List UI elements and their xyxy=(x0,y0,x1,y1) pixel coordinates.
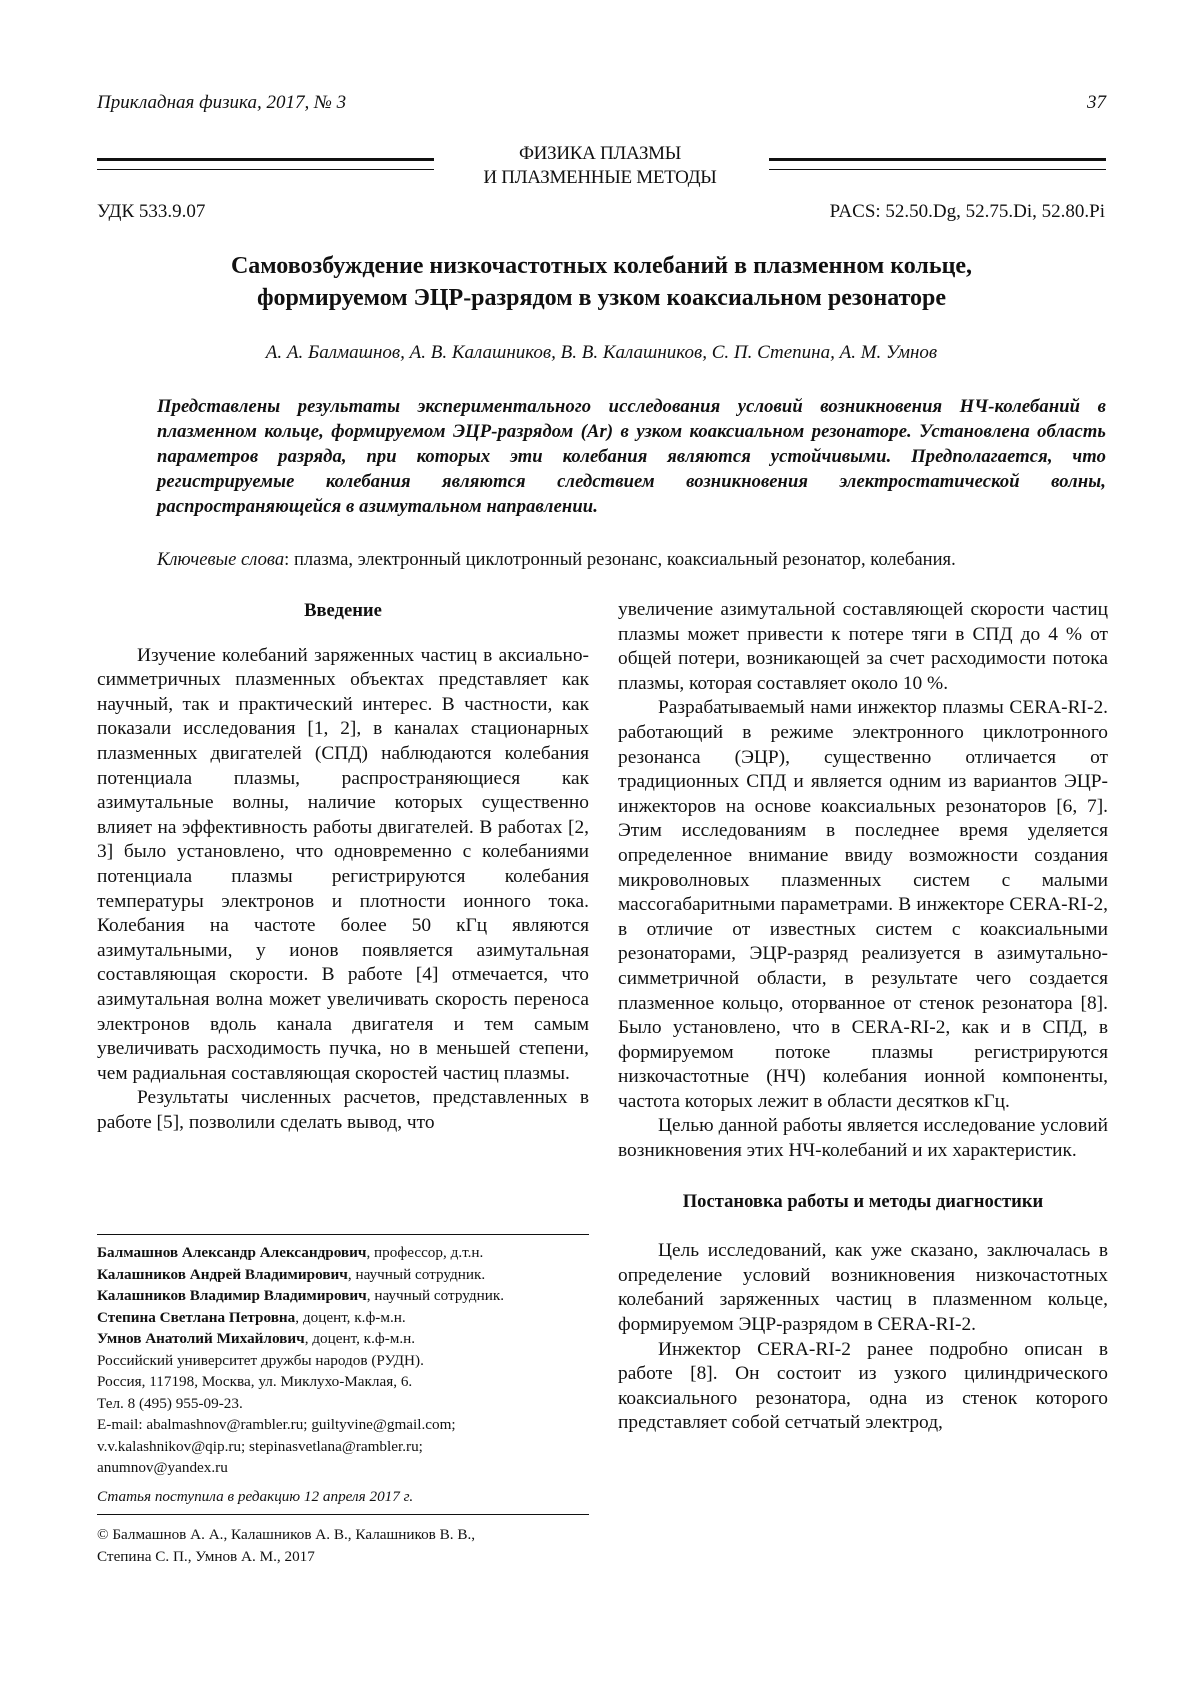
email-line: E-mail: abalmashnov@rambler.ru; guiltyvine@gmail.com; xyxy=(97,1416,456,1433)
footnote-author xyxy=(97,1285,589,1307)
paragraph: Целью данной работы является исследование условий возникновения этих НЧ-колебаний и их характеристик. xyxy=(618,1115,1108,1162)
paragraph: Инжектор CERA-RI-2 ранее подробно описан в работе [8]. Он состоит из узкого цилиндрического коаксиального резонатора, одна из стенок которого представляет собой сетчатый электрод, xyxy=(618,1338,1108,1434)
article-title-line1: Самовозбуждение низкочастотных колебаний в плазменном кольце, xyxy=(230,253,973,279)
copyright-line2: Степина С. П., Умнов А. М., 2017 xyxy=(97,1547,315,1565)
footnote-author xyxy=(97,1264,589,1286)
address: Россия, 117198, Москва, ул. Миклухо-Маклая, 6. xyxy=(97,1373,413,1390)
author-info: , доцент, к.ф-м.н. xyxy=(304,1330,416,1347)
pacs-codes: PACS: 52.50.Dg, 52.75.Di, 52.80.Pi xyxy=(829,201,1105,222)
email-line: anumnov@yandex.ru xyxy=(97,1459,228,1476)
author-name: Балмашнов Александр Александрович xyxy=(97,1244,367,1261)
paragraph: Результаты численных расчетов, представленных в работе [5], позволили сделать вывод, что xyxy=(97,1087,589,1133)
footnote-divider xyxy=(97,1234,589,1235)
author-info: , профессор, д.т.н. xyxy=(366,1244,484,1261)
section-title-line2: И ПЛАЗМЕННЫЕ МЕТОДЫ xyxy=(483,167,717,188)
copyright-divider xyxy=(97,1514,589,1515)
footnote-author xyxy=(97,1307,589,1329)
introduction-heading: Введение xyxy=(304,600,382,621)
author-footnote xyxy=(97,1242,589,1479)
author-name: Степина Светлана Петровна xyxy=(97,1308,296,1326)
section-title xyxy=(440,142,760,190)
journal-citation: Прикладная физика, 2017, № 3 xyxy=(97,92,347,113)
paragraph: Изучение колебаний заряженных частиц в аксиально-симметричных плазменных объектах представляет как научный, так и практический интерес. В частности, как показали исследования [1, 2], в каналах стационарных плазменных двигателей (СПД) наблюдаются колебания потенциала плазмы, распространяющиеся как азимутальные волны, наличие которых существенно влияет на эффективность работы двигателей. В работах [2, 3] было установлено, что одновременно с колебаниями потенциала плазмы регистрируются колебания температуры электронов и плотности ионного тока. Колебания на частоте более 50 кГц являются азимутальными, у ионов появляется азимутальная составляющая скорости. В работе [4] отмечается, что азимутальная волна может увеличивать скорость переноса электронов вдоль канала двигателя и тем самым увеличивать расходимость пучка, но в меньшей степени, чем радиальная составляющая скоростей частиц плазмы. xyxy=(97,644,589,1084)
author-info: , научный сотрудник. xyxy=(366,1287,505,1304)
email-line: v.v.kalashnikov@qip.ru; stepinasvetlana@rambler.ru; xyxy=(97,1437,423,1455)
udc-code: УДК 533.9.07 xyxy=(97,201,206,222)
author-name: Калашников Владимир Владимирович xyxy=(97,1287,367,1304)
copyright-line1: © Балмашнов А. А., Калашников А. В., Калашников В. В., xyxy=(97,1526,476,1543)
received-date: Статья поступила в редакцию 12 апреля 2017 г. xyxy=(97,1488,414,1505)
affiliation: Российский университет дружбы народов (РУДН). xyxy=(97,1351,424,1369)
article-title-line2: формируемом ЭЦР-разрядом в узком коаксиальном резонаторе xyxy=(256,285,947,311)
section-title-line1: ФИЗИКА ПЛАЗМЫ xyxy=(518,143,682,164)
phone: Тел. 8 (495) 955-09-23. xyxy=(97,1394,243,1412)
left-column xyxy=(97,599,589,1135)
page-number: 37 xyxy=(1087,92,1106,113)
copyright xyxy=(97,1524,589,1567)
keywords-label: Ключевые слова xyxy=(157,549,285,570)
author-info: , научный сотрудник. xyxy=(347,1265,486,1283)
abstract: Представлены результаты экспериментального исследования условий возникновения НЧ-колебаний в плазменном кольце, формируемом ЭЦР-разрядом (Ar) в узком коаксиальном резонаторе. Установлена область параметров разряда, при которых эти колебания являются устойчивыми. Предполагается, что регистрируемые колебания являются следствием возникновения электростатической волны, распространяющейся в азимутальном направлении. xyxy=(157,396,1106,517)
author-name: Умнов Анатолий Михайлович xyxy=(97,1330,305,1347)
paragraph: Цель исследований, как уже сказано, заключалась в определение условий возникновения низкочастотных колебаний заряженных частиц в плазменном кольце, формируемом ЭЦР-разрядом в CERA-RI-2. xyxy=(618,1240,1108,1336)
methods-heading: Постановка работы и методы диагностики xyxy=(682,1190,1044,1212)
keywords-text: : плазма, электронный циклотронный резонанс, коаксиальный резонатор, колебания. xyxy=(284,549,956,570)
author-list: А. А. Балмашнов, А. В. Калашников, В. В. Калашников, С. П. Степина, А. М. Умнов xyxy=(265,342,938,363)
section-rule-right xyxy=(769,158,1106,170)
author-info: , доцент, к.ф-м.н. xyxy=(295,1308,406,1326)
footnote-author xyxy=(97,1328,589,1350)
footnote-author xyxy=(97,1242,589,1264)
author-name: Калашников Андрей Владимирович xyxy=(97,1265,348,1283)
section-rule-left xyxy=(97,158,434,170)
keywords xyxy=(157,549,1106,571)
right-column xyxy=(618,598,1108,1436)
paragraph: Разрабатываемый нами инжектор плазмы CERA-RI-2. работающий в режиме электронного циклотронного резонанса (ЭЦР), существенно отличается от традиционных СПД и является одним из вариантов ЭЦР-инжекторов на основе коаксиальных резонаторов [6, 7]. Этим исследованиям в последнее время уделяется определенное внимание ввиду возможности создания микроволновых плазменных систем с малыми массогабаритными параметрами. В инжекторе CERA-RI-2, в отличие от известных систем с коаксиальными резонаторами, ЭЦР-разряд реализуется в азимутально-симметричной области, в результате чего создается плазменное кольцо, оторванное от стенок резонатора [8]. Было установлено, что в CERA-RI-2, как и в СПД, в формируемом потоке плазмы регистрируются низкочастотные (НЧ) колебания ионной компоненты, частота которых лежит в области десятков кГц. xyxy=(618,697,1108,1112)
article-title xyxy=(97,250,1106,314)
paragraph: увеличение азимутальной составляющей скорости частиц плазмы может привести к потере тяги в СПД до 4 % от общей потери, возникающей за счет расходимости потока плазмы, которая составляет около 10 %. xyxy=(618,599,1108,694)
